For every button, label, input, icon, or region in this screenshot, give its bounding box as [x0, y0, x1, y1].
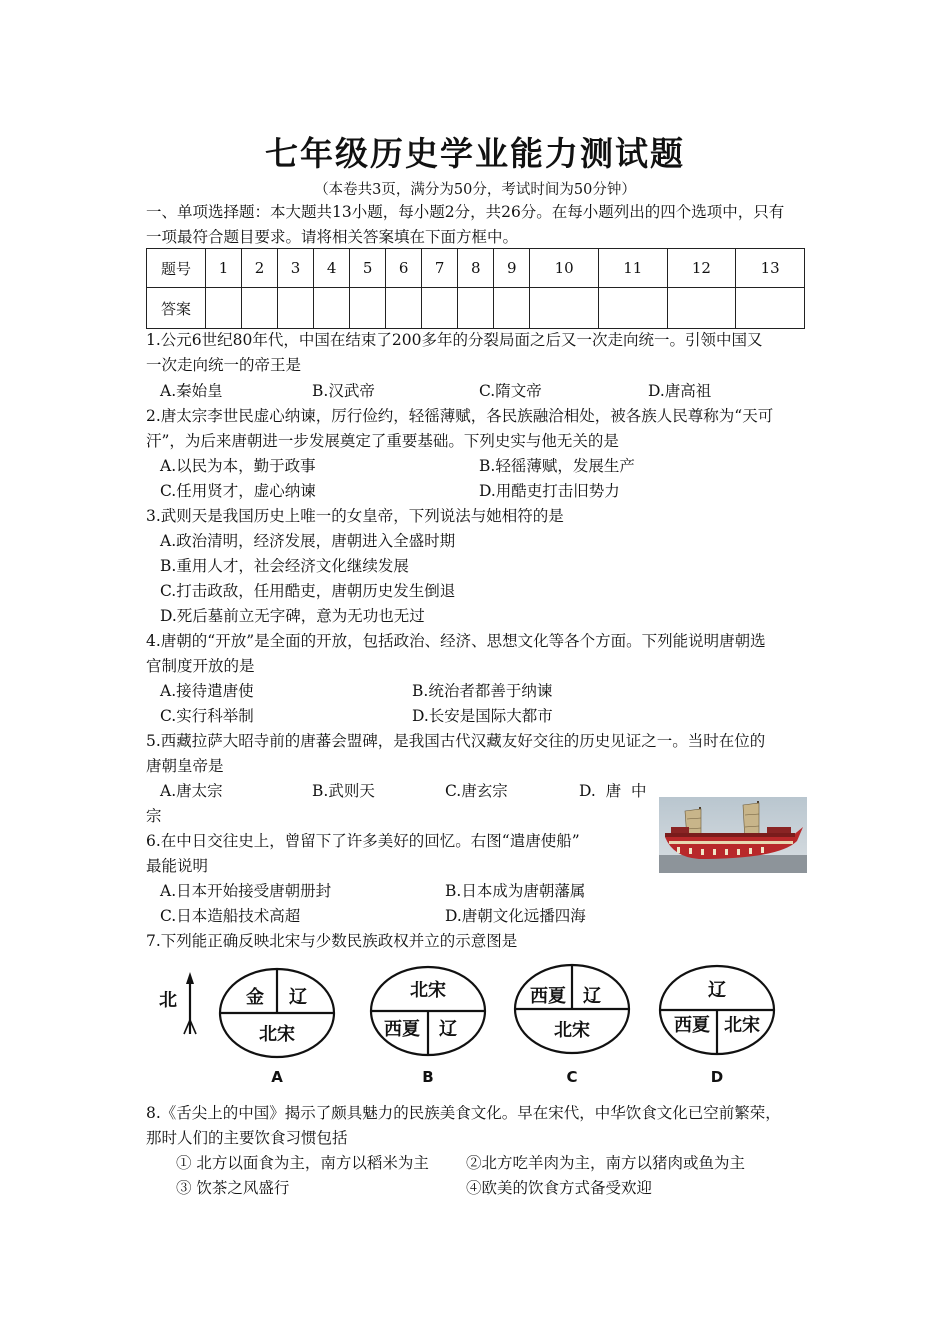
- map-d-letter: D: [710, 1068, 724, 1086]
- q6-option-b[interactable]: B.日本成为唐朝藩属: [445, 882, 586, 900]
- q5-option-c[interactable]: C.唐玄宗: [445, 782, 508, 800]
- map-a-region-2: 辽: [289, 987, 307, 1008]
- number-cell: 10: [530, 249, 599, 288]
- section-instruction-line2: 一项最符合题目要求。请将相关答案填在下面方框中。: [146, 228, 519, 246]
- q6-option-a[interactable]: A.日本开始接受唐朝册封: [160, 882, 332, 900]
- number-cell: 8: [458, 249, 494, 288]
- q7-stem-line1: 7.下列能正确反映北宋与少数民族政权并立的示意图是: [146, 932, 518, 950]
- q5-stem-line1: 5.西藏拉萨大昭寺前的唐蕃会盟碑，是我国古代汉藏友好交往的历史见证之一。当时在位的: [146, 732, 766, 750]
- q4-stem-line1: 4.唐朝的“开放”是全面的开放，包括政治、经济、思想文化等各个方面。下列能说明唐朝选: [146, 632, 766, 650]
- north-arrow-icon: [186, 972, 194, 984]
- q2-stem-line2: 汗”，为后来唐朝进一步发展奠定了重要基础。下列史实与他无关的是: [146, 432, 619, 450]
- answer-cell[interactable]: [598, 288, 667, 329]
- north-label: 北: [159, 990, 177, 1011]
- answer-cell[interactable]: [736, 288, 805, 329]
- answer-cell[interactable]: [667, 288, 736, 329]
- map-a-letter: A: [271, 1068, 283, 1086]
- number-cell: 11: [598, 249, 667, 288]
- q2-option-b[interactable]: B.轻徭薄赋，发展生产: [479, 457, 635, 475]
- answer-cell[interactable]: [458, 288, 494, 329]
- map-a-region-3: 北宋: [259, 1024, 295, 1045]
- q4-option-b[interactable]: B.统治者都善于纳谏: [412, 682, 553, 700]
- q8-statement-2: ②北方吃羊肉为主，南方以猪肉或鱼为主: [466, 1154, 746, 1172]
- q7-maps-diagram: [150, 958, 790, 1088]
- answer-cell[interactable]: [278, 288, 314, 329]
- number-cell: 9: [494, 249, 530, 288]
- map-a-region-1: 金: [246, 987, 264, 1008]
- q3-stem-line1: 3.武则天是我国历史上唯一的女皇帝，下列说法与她相符的是: [146, 507, 564, 525]
- map-d-region-3: 北宋: [724, 1015, 760, 1036]
- answer-table-number-row: [147, 249, 805, 288]
- q8-statement-4: ④欧美的饮食方式备受欢迎: [466, 1179, 653, 1197]
- q6-stem-line2: 最能说明: [146, 857, 209, 875]
- q1-option-d[interactable]: D.唐高祖: [648, 382, 712, 400]
- row-label-answer: 答案: [147, 288, 206, 329]
- number-cell: 5: [350, 249, 386, 288]
- q1-option-c[interactable]: C.隋文帝: [479, 382, 542, 400]
- answer-cell[interactable]: [314, 288, 350, 329]
- q8-statement-3: ③ 饮茶之风盛行: [176, 1179, 290, 1197]
- q5-option-b[interactable]: B.武则天: [312, 782, 375, 800]
- number-cell: 13: [736, 249, 805, 288]
- q3-option-d[interactable]: D.死后墓前立无字碑，意为无功也无过: [160, 607, 425, 625]
- q6-option-c[interactable]: C.日本造船技术高超: [160, 907, 301, 925]
- number-cell: 6: [386, 249, 422, 288]
- q2-option-a[interactable]: A.以民为本，勤于政事: [160, 457, 316, 475]
- q6-stem-line1: 6.在中日交往史上，曾留下了许多美好的回忆。右图“遣唐使船”: [146, 832, 580, 850]
- map-b-region-2: 西夏: [384, 1019, 420, 1040]
- q6-option-d[interactable]: D.唐朝文化远播四海: [445, 907, 586, 925]
- map-c-region-1: 西夏: [530, 986, 566, 1007]
- q1-option-b[interactable]: B.汉武帝: [312, 382, 375, 400]
- q5-option-d-continued: 宗: [146, 807, 162, 825]
- q5-option-d[interactable]: D. 唐 中: [579, 782, 647, 800]
- map-c-letter: C: [566, 1068, 578, 1086]
- map-c-region-2: 辽: [583, 986, 601, 1007]
- number-cell: 2: [242, 249, 278, 288]
- number-cell: 7: [422, 249, 458, 288]
- page-subtitle: （本卷共3页，满分为50分，考试时间为50分钟）: [314, 182, 636, 198]
- answer-cell[interactable]: [494, 288, 530, 329]
- map-d-region-2: 西夏: [674, 1015, 710, 1036]
- number-cell: 1: [206, 249, 242, 288]
- map-c-region-3: 北宋: [554, 1020, 590, 1041]
- answer-cell[interactable]: [530, 288, 599, 329]
- answer-cell[interactable]: [422, 288, 458, 329]
- q5-stem-line2: 唐朝皇帝是: [146, 757, 224, 775]
- row-label-number: 题号: [147, 249, 206, 288]
- q3-option-c[interactable]: C.打击政敌，任用酷吏，唐朝历史发生倒退: [160, 582, 456, 600]
- q2-option-c[interactable]: C.任用贤才，虚心纳谏: [160, 482, 316, 500]
- number-cell: 4: [314, 249, 350, 288]
- q3-option-a[interactable]: A.政治清明，经济发展，唐朝进入全盛时期: [160, 532, 456, 550]
- q1-stem-line2: 一次走向统一的帝王是: [146, 356, 302, 374]
- q1-option-a[interactable]: A.秦始皇: [160, 382, 223, 400]
- page-title: 七年级历史学业能力测试题: [265, 134, 685, 173]
- section-instruction-line1: 一、单项选择题：本大题共13小题，每小题2分，共26分。在每小题列出的四个选项中，只有: [146, 203, 785, 221]
- q8-stem-line1: 8.《舌尖上的中国》揭示了颇具魅力的民族美食文化。早在宋代，中华饮食文化已空前繁荣，: [146, 1104, 781, 1122]
- q4-option-c[interactable]: C.实行科举制: [160, 707, 254, 725]
- map-b-letter: B: [422, 1068, 434, 1086]
- number-cell: 3: [278, 249, 314, 288]
- answer-cell[interactable]: [350, 288, 386, 329]
- q8-statement-1: ① 北方以面食为主，南方以稻米为主: [176, 1154, 429, 1172]
- map-b-region-3: 辽: [439, 1019, 457, 1040]
- envoy-ship-picture: [659, 797, 807, 873]
- q1-stem-line1: 1.公元6世纪80年代，中国在结束了200多年的分裂局面之后又一次走向统一。引领中国又: [146, 331, 763, 349]
- answer-table: [146, 248, 805, 329]
- q5-option-a[interactable]: A.唐太宗: [160, 782, 223, 800]
- answer-cell[interactable]: [206, 288, 242, 329]
- map-d-region-1: 辽: [708, 980, 726, 1001]
- answer-cell[interactable]: [386, 288, 422, 329]
- number-cell: 12: [667, 249, 736, 288]
- q2-option-d[interactable]: D.用酷吏打击旧势力: [479, 482, 620, 500]
- q3-option-b[interactable]: B.重用人才，社会经济文化继续发展: [160, 557, 409, 575]
- q4-stem-line2: 官制度开放的是: [146, 657, 255, 675]
- q8-stem-line2: 那时人们的主要饮食习惯包括: [146, 1129, 348, 1147]
- answer-table-answer-row: [147, 288, 805, 329]
- answer-cell[interactable]: [242, 288, 278, 329]
- q2-stem-line1: 2.唐太宗李世民虚心纳谏，厉行俭约，轻徭薄赋，各民族融洽相处，被各族人民尊称为“天可: [146, 407, 774, 425]
- q4-option-a[interactable]: A.接待遣唐使: [160, 682, 254, 700]
- q4-option-d[interactable]: D.长安是国际大都市: [412, 707, 553, 725]
- map-b-region-1: 北宋: [410, 980, 446, 1001]
